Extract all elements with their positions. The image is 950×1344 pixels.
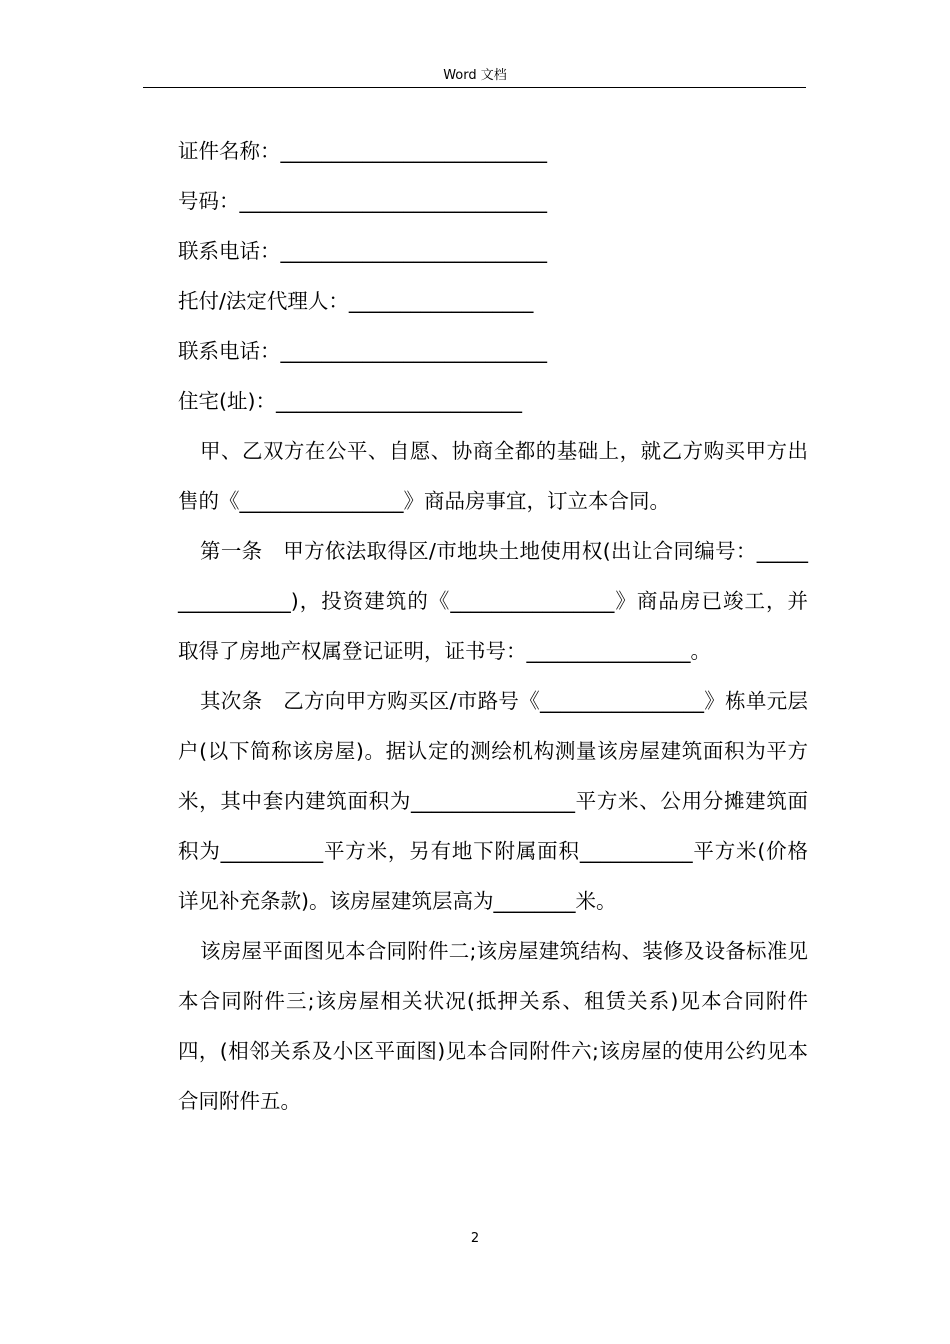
field-agent: 托付/法定代理人：__________________ <box>178 289 534 313</box>
field-phone: 联系电话：__________________________ <box>178 239 547 263</box>
paragraph-article-2: 其次条 乙方向甲方购买区/市路号《________________》栋单元层户(以下简称该房屋)。据认定的测绘机构测量该房屋建筑面积为平方米，其中套内建筑面积为________________平方米、公用分摊建筑面积为__________平方米，另有地下附属面积___________平方米(价格详见补充条款)。该房屋建筑层高为________米。 <box>178 689 808 913</box>
header-title: Word 文档 <box>443 68 507 83</box>
page-number: 2 <box>470 1231 480 1246</box>
field-address: 住宅(址)：________________________ <box>178 389 522 413</box>
paragraph-preamble: 甲、乙双方在公平、自愿、协商全都的基础上，就乙方购买甲方出售的《________________》商品房事宜，订立本合同。 <box>178 439 808 513</box>
document-body <box>178 126 808 1126</box>
paragraph-attachments: 该房屋平面图见本合同附件二;该房屋建筑结构、装修及设备标准见本合同附件三;该房屋相关状况(抵押关系、租赁关系)见本合同附件四，(相邻关系及小区平面图)见本合同附件六;该房屋的使用公约见本合同附件五。 <box>178 939 808 1113</box>
field-id-number: 号码：______________________________ <box>178 189 547 213</box>
field-agent-phone: 联系电话：__________________________ <box>178 339 547 363</box>
paragraph-article-1: 第一条 甲方依法取得区/市地块土地使用权(出让合同编号：________________)，投资建筑的《________________》商品房已竣工，并取得了房地产权属登记证明，证书号：________________。 <box>178 539 808 663</box>
field-id-type: 证件名称：__________________________ <box>178 139 547 163</box>
header-divider <box>143 87 806 88</box>
